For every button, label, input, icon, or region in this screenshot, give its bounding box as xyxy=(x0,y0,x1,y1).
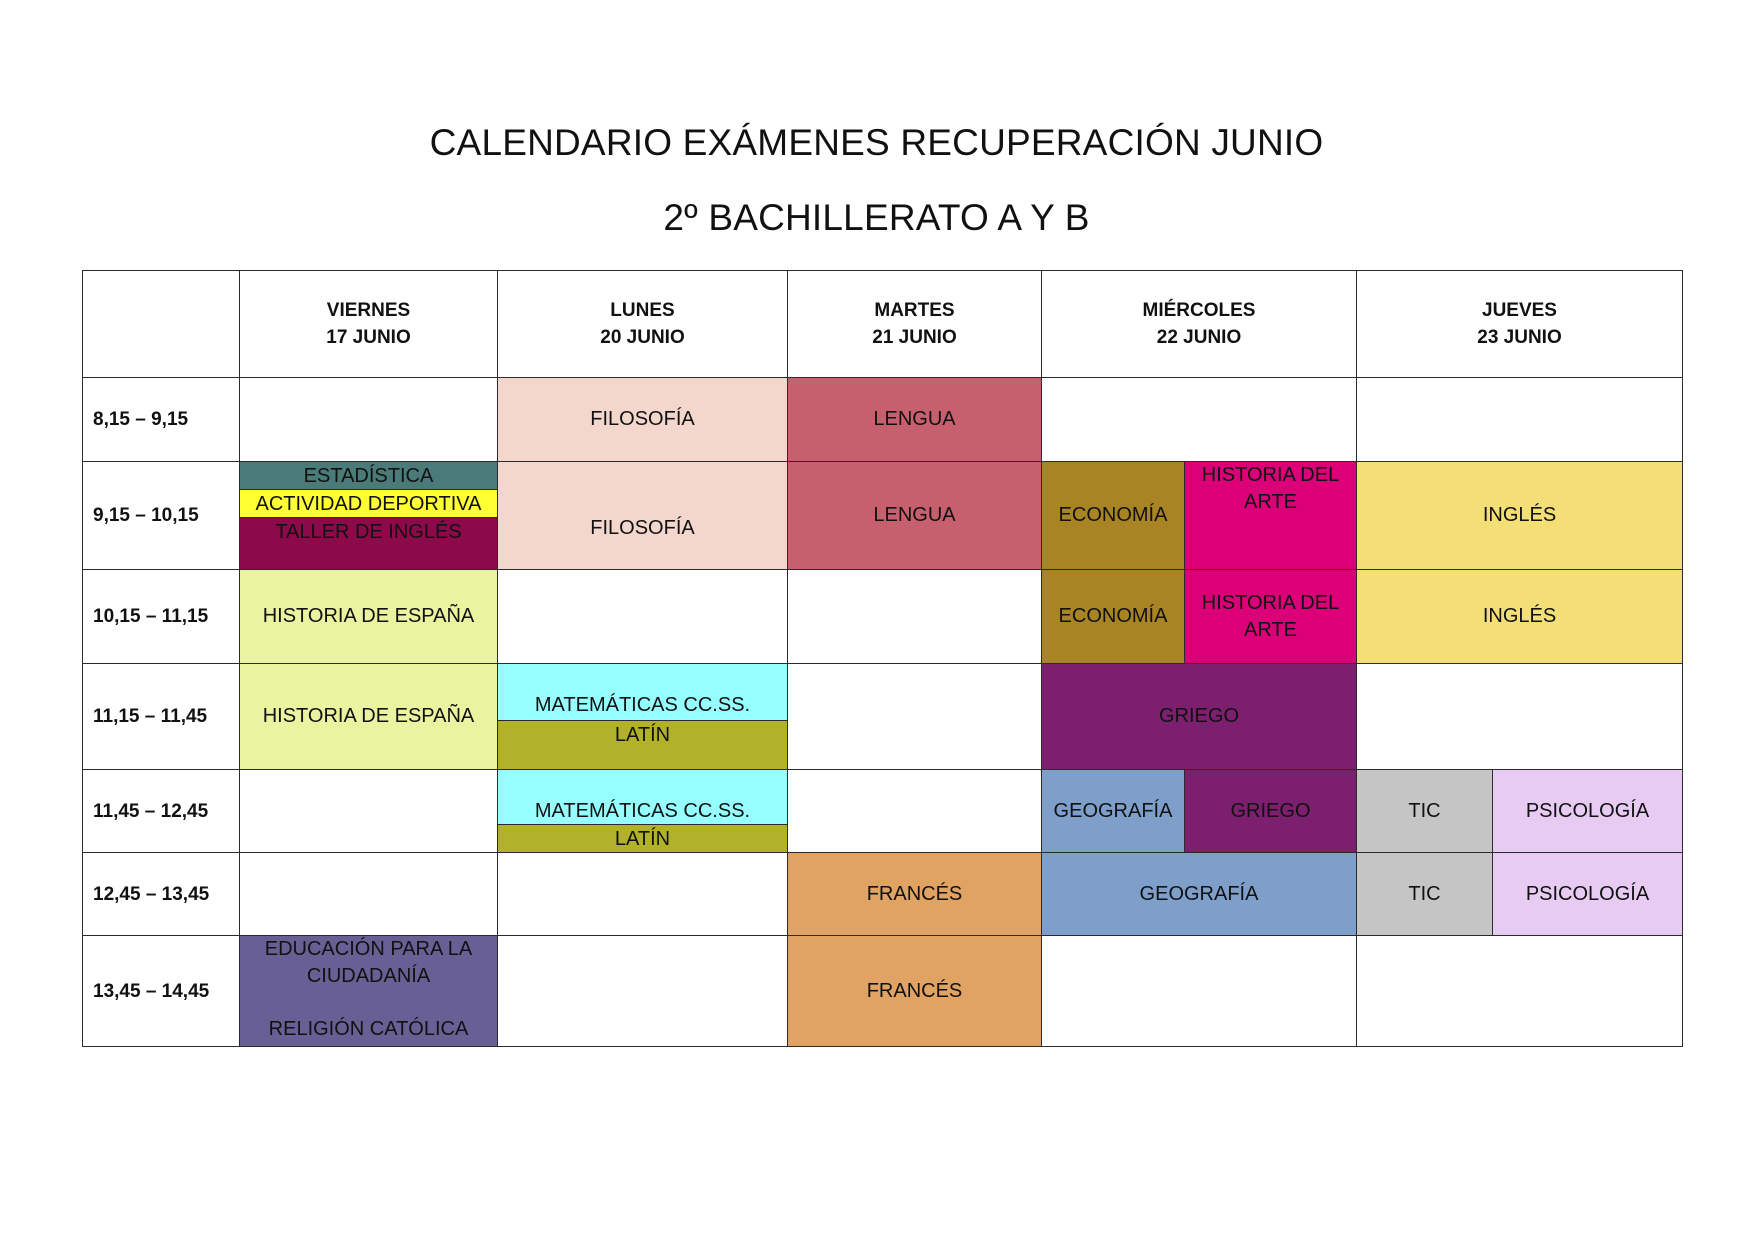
exam-cell-ingles: INGLÉS xyxy=(1357,462,1682,570)
header-corner-cell xyxy=(83,271,240,378)
exam-label-line: EDUCACIÓN PARA LA xyxy=(264,938,473,960)
exam-cell-ciudadania-religion xyxy=(240,936,498,1046)
exam-cell-empty xyxy=(498,853,788,936)
header-day-name: JUEVES xyxy=(1482,300,1557,321)
exam-cell-lengua: LENGUA xyxy=(788,462,1042,570)
header-day-date: 21 JUNIO xyxy=(872,327,957,348)
header-day-martes xyxy=(788,271,1042,378)
exam-cell-historia-arte xyxy=(1185,462,1357,570)
exam-cell-griego: GRIEGO xyxy=(1185,770,1357,853)
exam-cell-filosofia: FILOSOFÍA xyxy=(498,378,788,462)
time-slot-label: 11,15 – 11,45 xyxy=(83,664,240,770)
exam-estadistica: ESTADÍSTICA xyxy=(240,462,497,490)
time-slot-label: 11,45 – 12,45 xyxy=(83,770,240,853)
time-slot-label: 12,45 – 13,45 xyxy=(83,853,240,936)
header-day-name: VIERNES xyxy=(326,300,411,321)
exam-label-line: HISTORIA DEL xyxy=(1201,464,1340,486)
page-subtitle: 2º BACHILLERATO A Y B xyxy=(663,197,1090,238)
exam-cell-psicologia: PSICOLOGÍA xyxy=(1493,770,1682,853)
exam-cell-frances: FRANCÉS xyxy=(788,936,1042,1046)
exam-cell-frances: FRANCÉS xyxy=(788,853,1042,936)
exam-cell-tic: TIC xyxy=(1357,853,1493,936)
exam-latin: LATÍN xyxy=(498,825,787,852)
exam-actividad-deportiva: ACTIVIDAD DEPORTIVA xyxy=(240,490,497,518)
exam-label-line: CIUDADANÍA xyxy=(306,965,431,987)
exam-cell-empty xyxy=(788,570,1042,664)
header-day-name: MARTES xyxy=(874,300,955,321)
exam-cell-filosofia xyxy=(498,462,788,570)
exam-filosofia-label: FILOSOFÍA xyxy=(590,517,695,539)
exam-cell-empty xyxy=(240,378,498,462)
time-slot-label: 8,15 – 9,15 xyxy=(83,378,240,462)
exam-cell-geografia: GEOGRAFÍA xyxy=(1042,770,1185,853)
exam-cell-empty xyxy=(240,853,498,936)
header-day-date: 22 JUNIO xyxy=(1156,327,1242,348)
header-day-date: 17 JUNIO xyxy=(326,327,411,348)
exam-cell-empty xyxy=(1357,378,1682,462)
exam-matematicas-ccss: MATEMÁTICAS CC.SS. xyxy=(498,770,787,825)
exam-cell-multi xyxy=(498,770,788,853)
time-slot-label: 10,15 – 11,15 xyxy=(83,570,240,664)
exam-cell-empty xyxy=(1042,378,1357,462)
exam-cell-empty xyxy=(1042,936,1357,1046)
exam-cell-ingles: INGLÉS xyxy=(1357,570,1682,664)
page-title: CALENDARIO EXÁMENES RECUPERACIÓN JUNIO xyxy=(429,122,1324,163)
exam-matematicas-ccss: MATEMÁTICAS CC.SS. xyxy=(498,664,787,721)
exam-cell-economia: ECONOMÍA xyxy=(1042,570,1185,664)
exam-latin: LATÍN xyxy=(498,721,787,769)
exam-cell-empty xyxy=(498,570,788,664)
header-day-lunes xyxy=(498,271,788,378)
exam-calendar-table xyxy=(82,270,1683,1047)
header-day-date: 23 JUNIO xyxy=(1477,327,1562,348)
header-day-viernes xyxy=(240,271,498,378)
exam-cell-empty xyxy=(1357,936,1682,1046)
exam-taller-ingles: TALLER DE INGLÉS xyxy=(240,518,497,569)
exam-cell-economia: ECONOMÍA xyxy=(1042,462,1185,570)
time-slot-label: 9,15 – 10,15 xyxy=(83,462,240,570)
header-day-miercoles xyxy=(1042,271,1357,378)
exam-cell-empty xyxy=(498,936,788,1046)
exam-cell-tic: TIC xyxy=(1357,770,1493,853)
exam-cell-historia-espana: HISTORIA DE ESPAÑA xyxy=(240,570,498,664)
exam-cell-multi xyxy=(240,462,498,570)
exam-cell-multi xyxy=(498,664,788,770)
exam-label-line: RELIGIÓN CATÓLICA xyxy=(268,1018,469,1040)
exam-cell-lengua: LENGUA xyxy=(788,378,1042,462)
exam-cell-empty xyxy=(788,664,1042,770)
header-day-name: LUNES xyxy=(610,300,675,321)
header-day-name: MIÉRCOLES xyxy=(1142,300,1256,321)
exam-cell-psicologia: PSICOLOGÍA xyxy=(1493,853,1682,936)
exam-cell-empty xyxy=(1357,664,1682,770)
exam-cell-griego: GRIEGO xyxy=(1042,664,1357,770)
exam-label-line: HISTORIA DEL xyxy=(1201,591,1340,614)
exam-label-line: ARTE xyxy=(1244,491,1297,513)
time-slot-label: 13,45 – 14,45 xyxy=(83,936,240,1046)
exam-cell-empty xyxy=(788,770,1042,853)
exam-cell-geografia: GEOGRAFÍA xyxy=(1042,853,1357,936)
exam-label-line: ARTE xyxy=(1244,618,1297,641)
header-day-jueves xyxy=(1357,271,1682,378)
exam-cell-empty xyxy=(240,770,498,853)
header-day-date: 20 JUNIO xyxy=(600,327,685,348)
exam-cell-historia-espana: HISTORIA DE ESPAÑA xyxy=(240,664,498,770)
exam-cell-historia-arte xyxy=(1185,570,1357,664)
